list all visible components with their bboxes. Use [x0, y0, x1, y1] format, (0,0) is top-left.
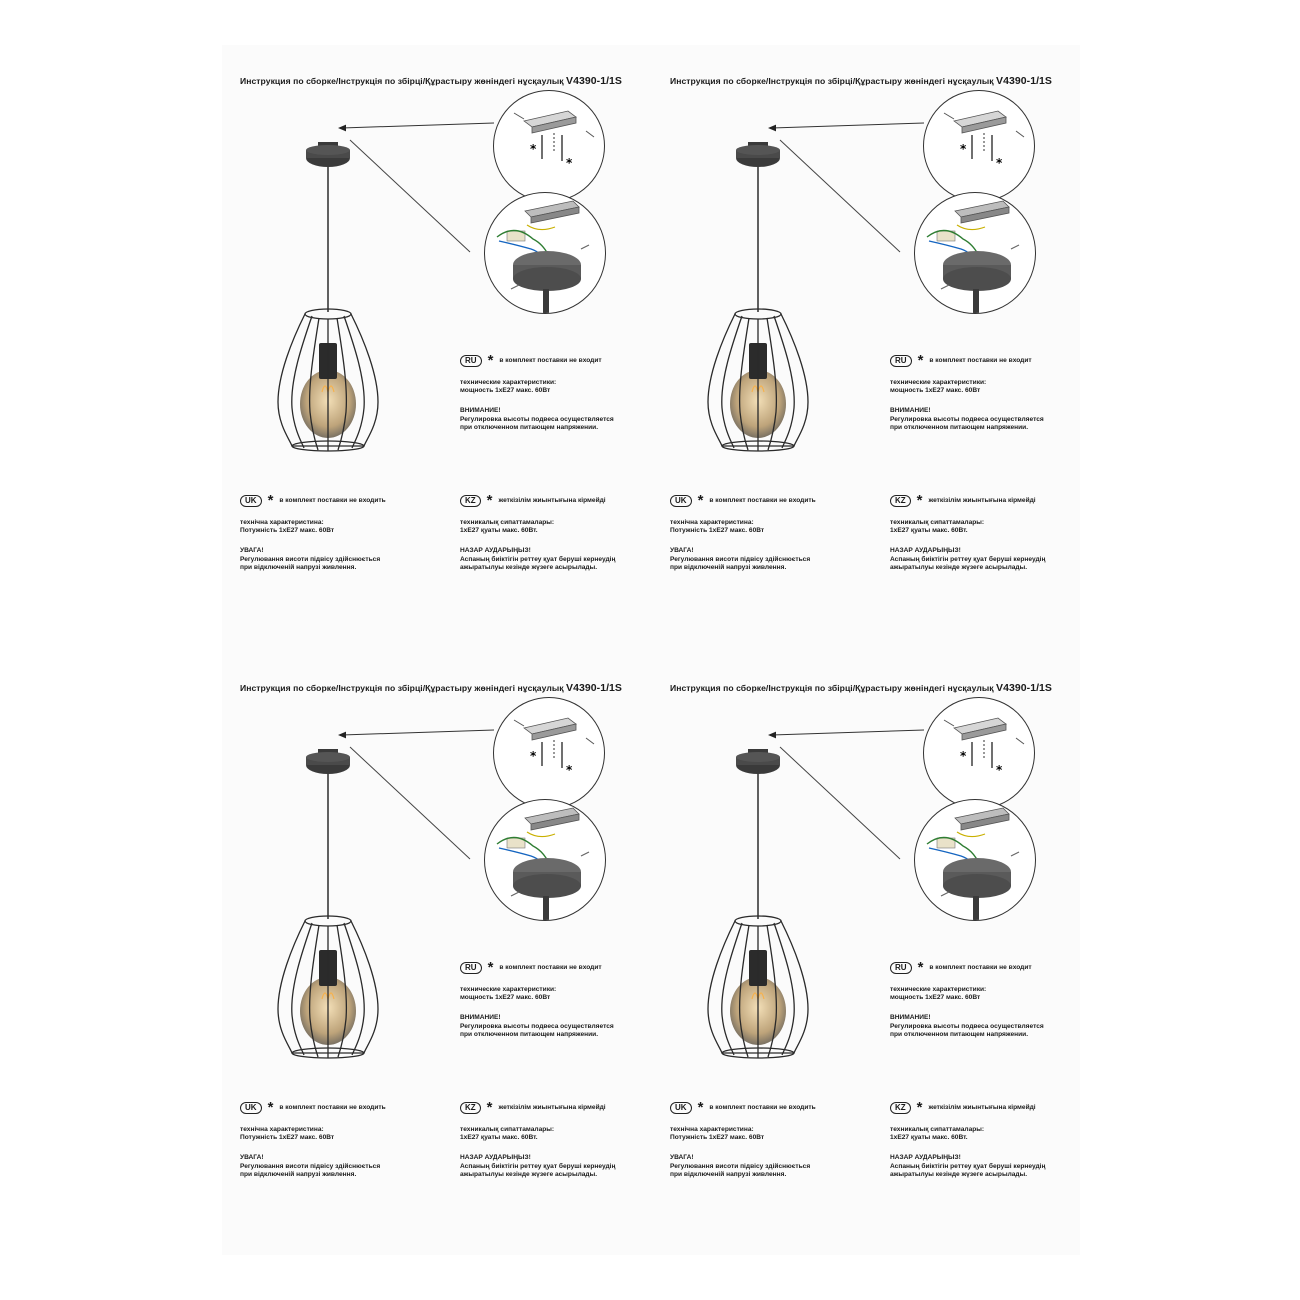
kz-language-badge: KZ: [460, 495, 481, 507]
kz-instructions: KZ * жеткізілім жиынтығына кірмейді техникалық сипаттамалары: 1хЕ27 қуаты макс. 60Вт. НАЗАР АУДАРЫҢЫЗ! Аспаның биіктігін реттеу қуат беруші кернеудің ажыратылуы кезінде жүзеге асырылады.: [890, 1099, 1046, 1178]
asterisk-icon: *: [486, 492, 493, 509]
kz-language-badge: KZ: [890, 1102, 911, 1114]
mounting-bracket-detail: [923, 697, 1035, 809]
ru-instructions: RU * в комплект поставки не входит технические характеристики: мощность 1хЕ27 макс. 60Вт ВНИМАНИЕ! Регулировка высоты подвеса осуществляется при отключенном питающем напряжении.: [460, 352, 614, 431]
svg-text:*: *: [996, 156, 1003, 170]
uk-instructions: UK * в комплект поставки не входить технічна характеристина: Потужність 1хЕ27 макс. 60Вт УВАГА! Регулювання висоти підвісу здійснюється при відключеній напрузі живлення.: [670, 1099, 816, 1178]
asterisk-icon: *: [267, 1099, 274, 1116]
uk-language-badge: UK: [240, 495, 262, 507]
pendant-lamp-illustration: [702, 747, 812, 1067]
instruction-panel: [222, 652, 652, 1252]
wiring-canopy-detail: [484, 799, 606, 921]
asterisk-icon: *: [917, 959, 924, 976]
kz-instructions: KZ * жеткізілім жиынтығына кірмейді техникалық сипаттамалары: 1хЕ27 қуаты макс. 60Вт. НАЗАР АУДАРЫҢЫЗ! Аспаның биіктігін реттеу қуат беруші кернеудің ажыратылуы кезінде жүзеге асырылады.: [460, 492, 616, 571]
asterisk-icon: *: [486, 1099, 493, 1116]
ru-language-badge: RU: [460, 962, 482, 974]
instruction-panel: [652, 45, 1082, 645]
uk-instructions: UK * в комплект поставки не входить технічна характеристина: Потужність 1хЕ27 макс. 60Вт УВАГА! Регулювання висоти підвісу здійснюється при відключеній напрузі живлення.: [240, 1099, 386, 1178]
pendant-lamp-illustration: [272, 747, 382, 1067]
svg-text:*: *: [566, 156, 573, 170]
mounting-bracket-detail: [923, 90, 1035, 202]
asterisk-icon: *: [917, 352, 924, 369]
svg-text:*: *: [996, 763, 1003, 777]
instruction-panel: [222, 45, 652, 645]
kz-language-badge: KZ: [890, 495, 911, 507]
instruction-panel: [652, 652, 1082, 1252]
asterisk-icon: *: [697, 492, 704, 509]
svg-text:*: *: [530, 142, 537, 156]
model-number: V4390-1/1S: [566, 75, 622, 87]
svg-text:*: *: [566, 763, 573, 777]
uk-instructions: UK * в комплект поставки не входить технічна характеристина: Потужність 1хЕ27 макс. 60Вт УВАГА! Регулювання висоти підвісу здійснюється при відключеній напрузі живлення.: [670, 492, 816, 571]
ru-instructions: RU * в комплект поставки не входит технические характеристики: мощность 1хЕ27 макс. 60Вт ВНИМАНИЕ! Регулировка высоты подвеса осуществляется при отключенном питающем напряжении.: [890, 352, 1044, 431]
model-number: V4390-1/1S: [996, 75, 1052, 87]
asterisk-icon: *: [487, 959, 494, 976]
ru-instructions: RU * в комплект поставки не входит технические характеристики: мощность 1хЕ27 макс. 60Вт ВНИМАНИЕ! Регулировка высоты подвеса осуществляется при отключенном питающем напряжении.: [460, 959, 614, 1038]
panel-title: Инструкция по сборке/Інструкція по збірці/Құрастыру жөніндегі нұсқаулық V4390-1/1S: [240, 682, 622, 694]
uk-language-badge: UK: [670, 1102, 692, 1114]
ru-language-badge: RU: [890, 355, 912, 367]
instruction-sheet: [222, 45, 1080, 1255]
svg-text:*: *: [960, 749, 967, 763]
asterisk-icon: *: [697, 1099, 704, 1116]
asterisk-icon: *: [487, 352, 494, 369]
pendant-lamp-illustration: [272, 140, 382, 460]
wiring-canopy-detail: [484, 192, 606, 314]
kz-instructions: KZ * жеткізілім жиынтығына кірмейді техникалық сипаттамалары: 1хЕ27 қуаты макс. 60Вт. НАЗАР АУДАРЫҢЫЗ! Аспаның биіктігін реттеу қуат беруші кернеудің ажыратылуы кезінде жүзеге асырылады.: [890, 492, 1046, 571]
uk-instructions: UK * в комплект поставки не входить технічна характеристина: Потужність 1хЕ27 макс. 60Вт УВАГА! Регулювання висоти підвісу здійснюється при відключеній напрузі живлення.: [240, 492, 386, 571]
uk-language-badge: UK: [670, 495, 692, 507]
kz-instructions: KZ * жеткізілім жиынтығына кірмейді техникалық сипаттамалары: 1хЕ27 қуаты макс. 60Вт. НАЗАР АУДАРЫҢЫЗ! Аспаның биіктігін реттеу қуат беруші кернеудің ажыратылуы кезінде жүзеге асырылады.: [460, 1099, 616, 1178]
panel-title: Инструкция по сборке/Інструкція по збірці/Құрастыру жөніндегі нұсқаулық V4390-1/1S: [670, 682, 1052, 694]
svg-text:*: *: [960, 142, 967, 156]
wiring-canopy-detail: [914, 192, 1036, 314]
asterisk-icon: *: [916, 492, 923, 509]
panel-title: Инструкция по сборке/Інструкція по збірці/Құрастыру жөніндегі нұсқаулық V4390-1/1S: [240, 75, 622, 87]
kz-language-badge: KZ: [460, 1102, 481, 1114]
model-number: V4390-1/1S: [566, 682, 622, 694]
ru-instructions: RU * в комплект поставки не входит технические характеристики: мощность 1хЕ27 макс. 60Вт ВНИМАНИЕ! Регулировка высоты подвеса осуществляется при отключенном питающем напряжении.: [890, 959, 1044, 1038]
ru-language-badge: RU: [890, 962, 912, 974]
asterisk-icon: *: [916, 1099, 923, 1116]
asterisk-icon: *: [267, 492, 274, 509]
uk-language-badge: UK: [240, 1102, 262, 1114]
panel-title: Инструкция по сборке/Інструкція по збірці/Құрастыру жөніндегі нұсқаулық V4390-1/1S: [670, 75, 1052, 87]
mounting-bracket-detail: [493, 697, 605, 809]
ru-language-badge: RU: [460, 355, 482, 367]
mounting-bracket-detail: [493, 90, 605, 202]
pendant-lamp-illustration: [702, 140, 812, 460]
svg-text:*: *: [530, 749, 537, 763]
wiring-canopy-detail: [914, 799, 1036, 921]
model-number: V4390-1/1S: [996, 682, 1052, 694]
